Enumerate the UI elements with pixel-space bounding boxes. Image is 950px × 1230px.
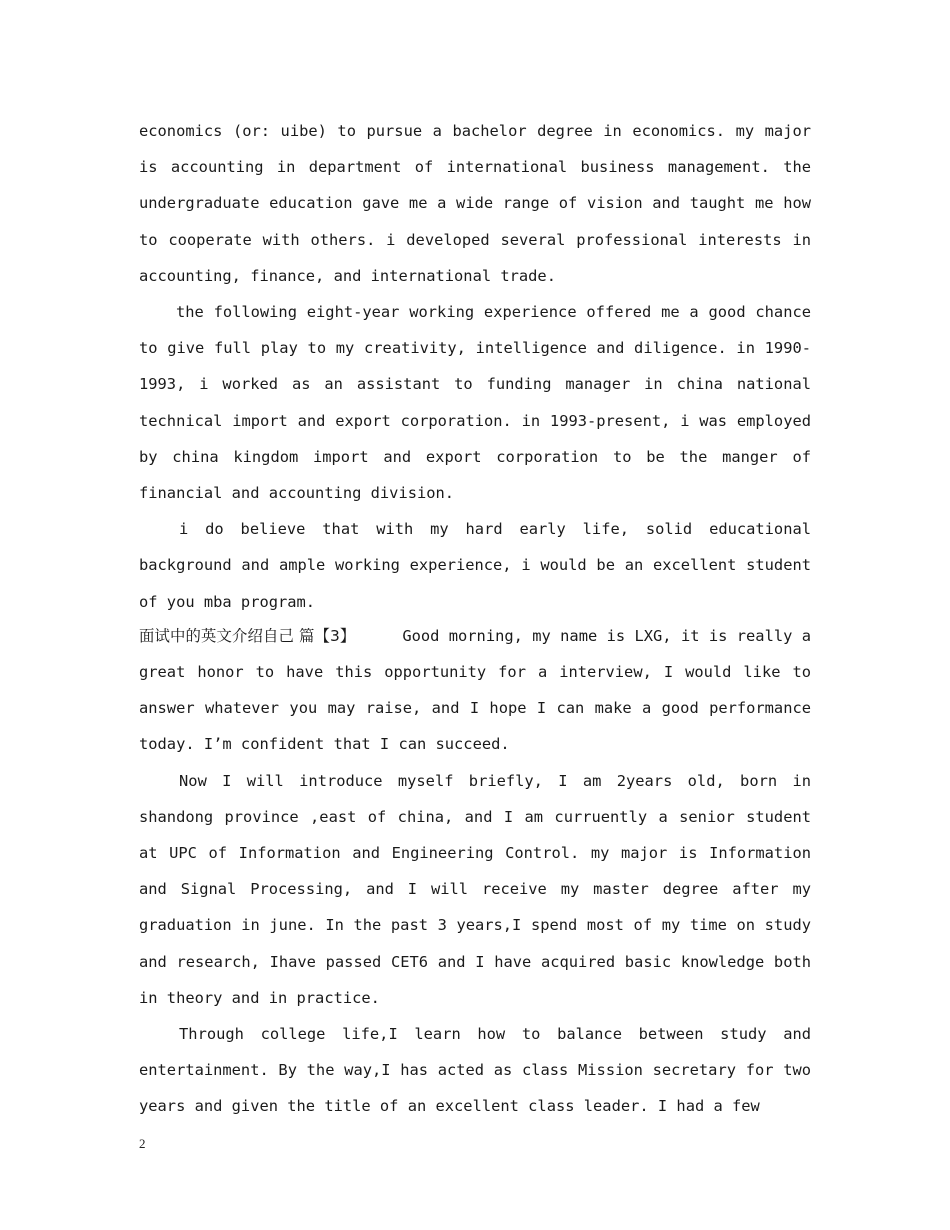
section-heading: 面试中的英文介绍自己 篇【3】 [139, 626, 356, 645]
section-3-intro [139, 618, 811, 763]
section-intro-text: Good morning, my name is LXG, it is really a great honor to have this opportunity for a interview, I would like to answer whatever you may raise, and I hope I can make a good performance today. I’m confident that I can succeed. [139, 626, 812, 754]
page-number: 2 [139, 1136, 146, 1151]
paragraph-conclusion: i do believe that with my hard early life, solid educational background and ample working experience, i would be an excellent student of you mba program. [139, 520, 811, 611]
paragraph-work-experience: the following eight-year working experience offered me a good chance to give full play to my creativity, intelligence and diligence. in 1990-1993, i worked as an assistant to funding manager in china national technical import and export corporation. in 1993-present, i was employed by china kingdom import and export corporation to be the manger of financial and accounting division. [139, 303, 811, 503]
paragraph-college-life: Through college life,I learn how to balance between study and entertainment. By the way,I has acted as class Mission secretary for two years and given the title of an excellent class leader. I had a few [139, 1025, 811, 1116]
paragraph-education: economics (or: uibe) to pursue a bachelor degree in economics. my major is accounting in department of international business management. the undergraduate education gave me a wide range of vision and taught me how to cooperate with others. i developed several professional interests in accounting, finance, and international trade. [139, 122, 811, 285]
document-body [139, 113, 811, 1125]
paragraph-self-introduction: Now I will introduce myself briefly, I am 2years old, born in shandong province ,east of china, and I am curruently a senior student at UPC of Information and Engineering Control. my major is Information and Signal Processing, and I will receive my master degree after my graduation in june. In the past 3 years,I spend most of my time on study and research, Ihave passed CET6 and I have acquired basic knowledge both in theory and in practice. [139, 771, 811, 1007]
